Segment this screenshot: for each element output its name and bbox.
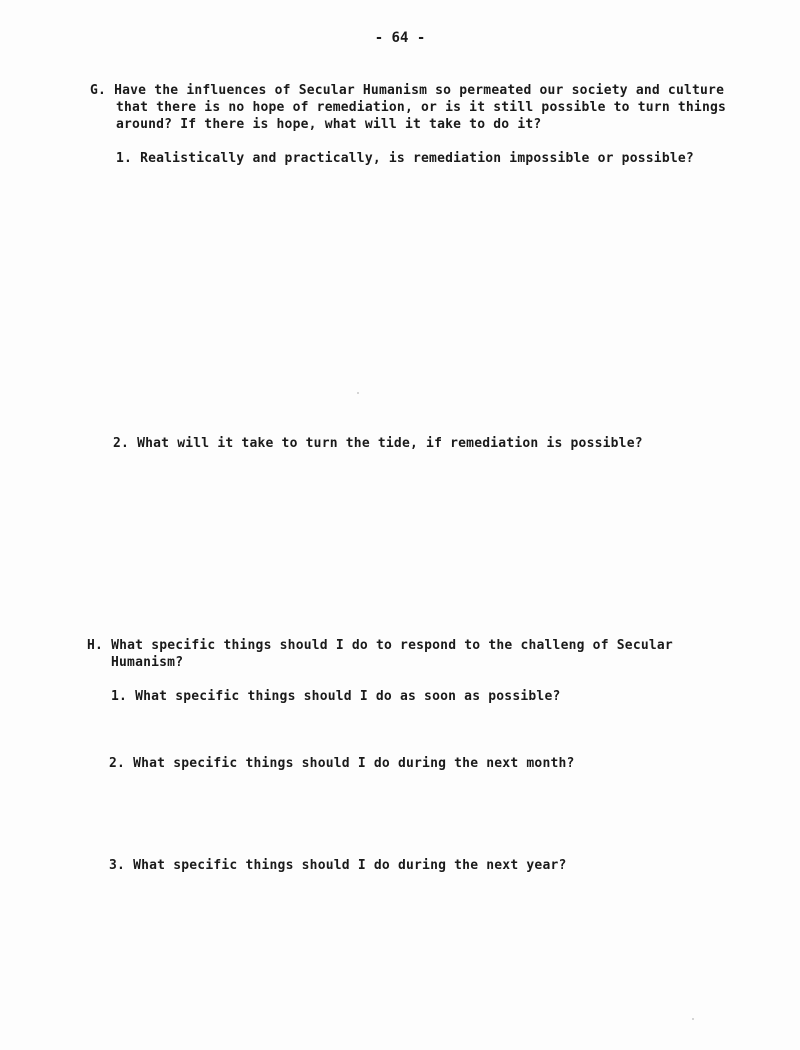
section-g-line-3: around? If there is hope, what will it take to do it? <box>116 117 542 132</box>
scan-speck <box>357 392 359 394</box>
page-number: - 64 - <box>374 30 426 46</box>
section-g-line-1: G. Have the influences of Secular Humanism so permeated our society and culture <box>90 83 725 98</box>
section-h-question-3: 3. What specific things should I do during the next year? <box>109 858 567 873</box>
section-h-line-1: H. What specific things should I do to respond to the challeng of Secular <box>87 638 673 653</box>
section-h-question-1: 1. What specific things should I do as soon as possible? <box>111 689 561 704</box>
section-g-line-2: that there is no hope of remediation, or is it still possible to turn things <box>116 100 727 115</box>
section-h-question-2: 2. What specific things should I do during the next month? <box>109 756 575 771</box>
section-g-question-1: 1. Realistically and practically, is remediation impossible or possible? <box>116 151 694 166</box>
scan-speck <box>692 1018 694 1020</box>
section-g-question-2: 2. What will it take to turn the tide, if remediation is possible? <box>113 436 643 451</box>
section-h-line-2: Humanism? <box>111 655 184 670</box>
